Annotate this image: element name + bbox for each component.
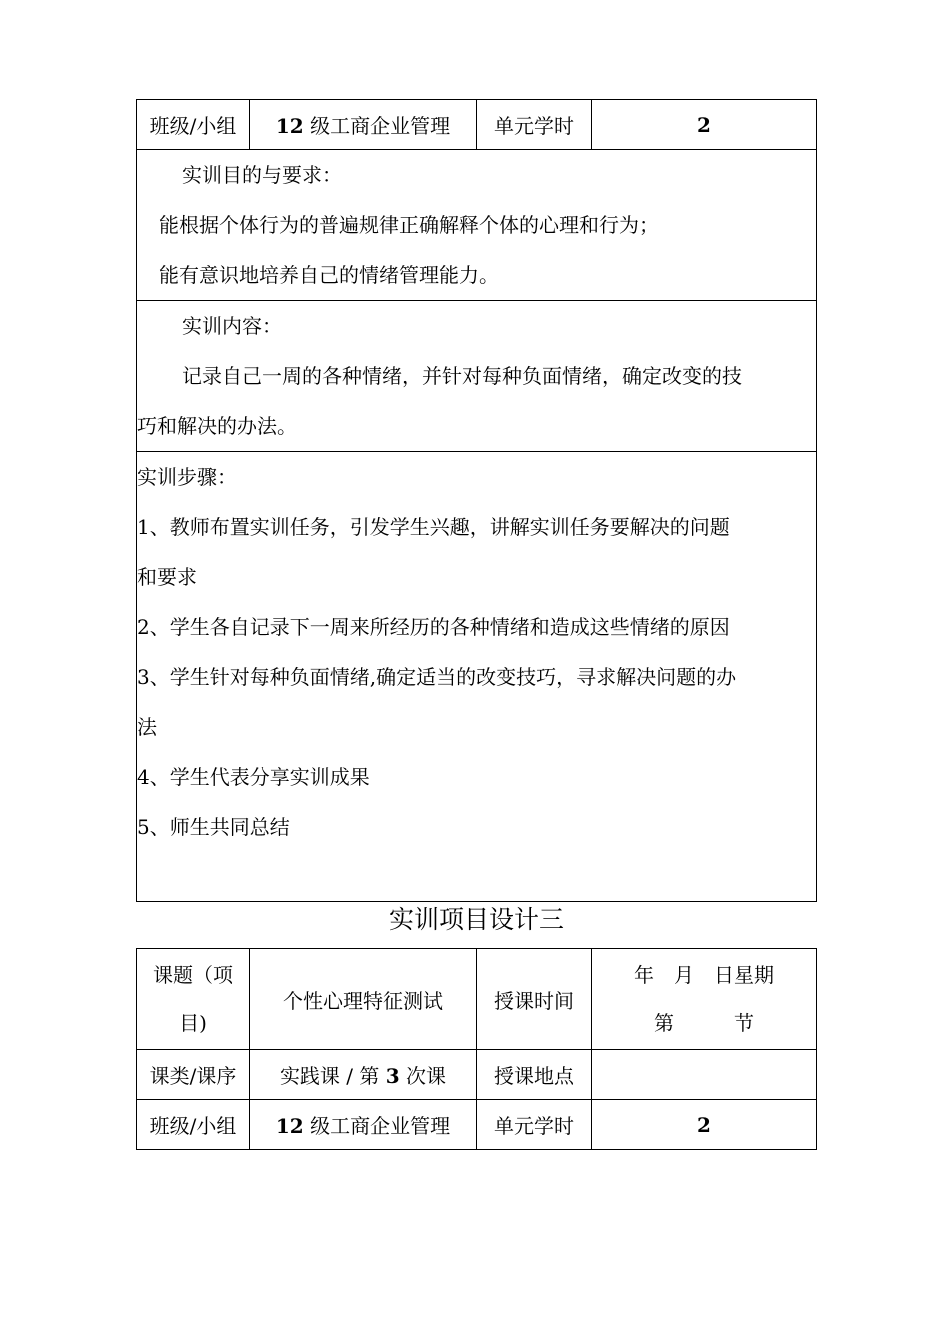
class-value-num: 12 — [275, 114, 304, 138]
topic-label-line: 目) — [179, 1011, 207, 1035]
type-value-a: 实践课 — [279, 1064, 347, 1088]
hours-label-text: 单元学时 — [494, 114, 574, 138]
training-table-upper — [136, 99, 817, 902]
objectives-cell — [137, 150, 817, 301]
objectives-line: 能根据个体行为的普遍规律正确解释个体的心理和行为； — [159, 213, 659, 237]
class-label-text: 班级/小组 — [149, 114, 237, 138]
training-table-lower — [136, 948, 817, 1150]
type-value-b: 第 — [353, 1064, 386, 1088]
class-value-text: 级工商企业管理 — [303, 114, 451, 138]
type-row — [137, 1050, 817, 1100]
steps-line: 5、师生共同总结 — [137, 815, 290, 839]
objectives-line: 能有意识地培养自己的情绪管理能力。 — [159, 263, 499, 287]
steps-row — [137, 452, 817, 902]
steps-line: 法 — [137, 715, 157, 739]
topic-value: 个性心理特征测试 — [250, 949, 477, 1050]
objectives-row — [137, 150, 817, 301]
time-value-period: 第 节 — [654, 1011, 754, 1035]
place-value — [592, 1050, 817, 1100]
class-value-text-2: 级工商企业管理 — [303, 1114, 451, 1138]
steps-line: 和要求 — [137, 565, 197, 589]
steps-heading: 实训步骤： — [137, 465, 237, 489]
class-row-2 — [137, 1100, 817, 1150]
class-row — [137, 100, 817, 150]
topic-row — [137, 949, 817, 1050]
hours-value — [592, 100, 817, 150]
topic-label-line: 课题（项 — [153, 963, 233, 987]
hours-label — [477, 100, 592, 150]
topic-label — [137, 949, 250, 1050]
class-value-2 — [250, 1100, 477, 1150]
section-title: 实训项目设计三 — [388, 905, 564, 934]
content-cell — [137, 301, 817, 452]
class-value-num-2: 12 — [275, 1114, 304, 1138]
steps-line: 4、学生代表分享实训成果 — [137, 765, 370, 789]
class-value — [250, 100, 477, 150]
steps-line: 3、学生针对每种负面情绪,确定适当的改变技巧，寻求解决问题的办 — [137, 665, 737, 689]
hours-value-2: 2 — [592, 1100, 817, 1150]
time-value-date: 年 月 日星期 — [634, 963, 774, 987]
content-row — [137, 301, 817, 452]
hours-value-text: 2 — [697, 112, 711, 137]
content-line: 巧和解决的办法。 — [137, 414, 297, 438]
steps-cell — [137, 452, 817, 902]
time-value — [592, 949, 817, 1050]
place-label: 授课地点 — [477, 1050, 592, 1100]
type-label: 课类/课序 — [137, 1050, 250, 1100]
steps-line: 2、学生各自记录下一周来所经历的各种情绪和造成这些情绪的原因 — [137, 615, 730, 639]
hours-label-2: 单元学时 — [477, 1100, 592, 1150]
type-value-sep: / — [346, 1064, 354, 1088]
class-label — [137, 100, 250, 150]
content-line: 记录自己一周的各种情绪，并针对每种负面情绪，确定改变的技 — [182, 364, 742, 388]
steps-line: 1、教师布置实训任务，引发学生兴趣，讲解实训任务要解决的问题 — [137, 515, 730, 539]
objectives-heading: 实训目的与要求： — [182, 163, 342, 187]
content-heading: 实训内容： — [182, 314, 282, 338]
class-label-2: 班级/小组 — [137, 1100, 250, 1150]
time-label: 授课时间 — [477, 949, 592, 1050]
type-value-num: 3 — [385, 1064, 400, 1088]
type-value — [250, 1050, 477, 1100]
type-value-c: 次课 — [399, 1064, 447, 1088]
